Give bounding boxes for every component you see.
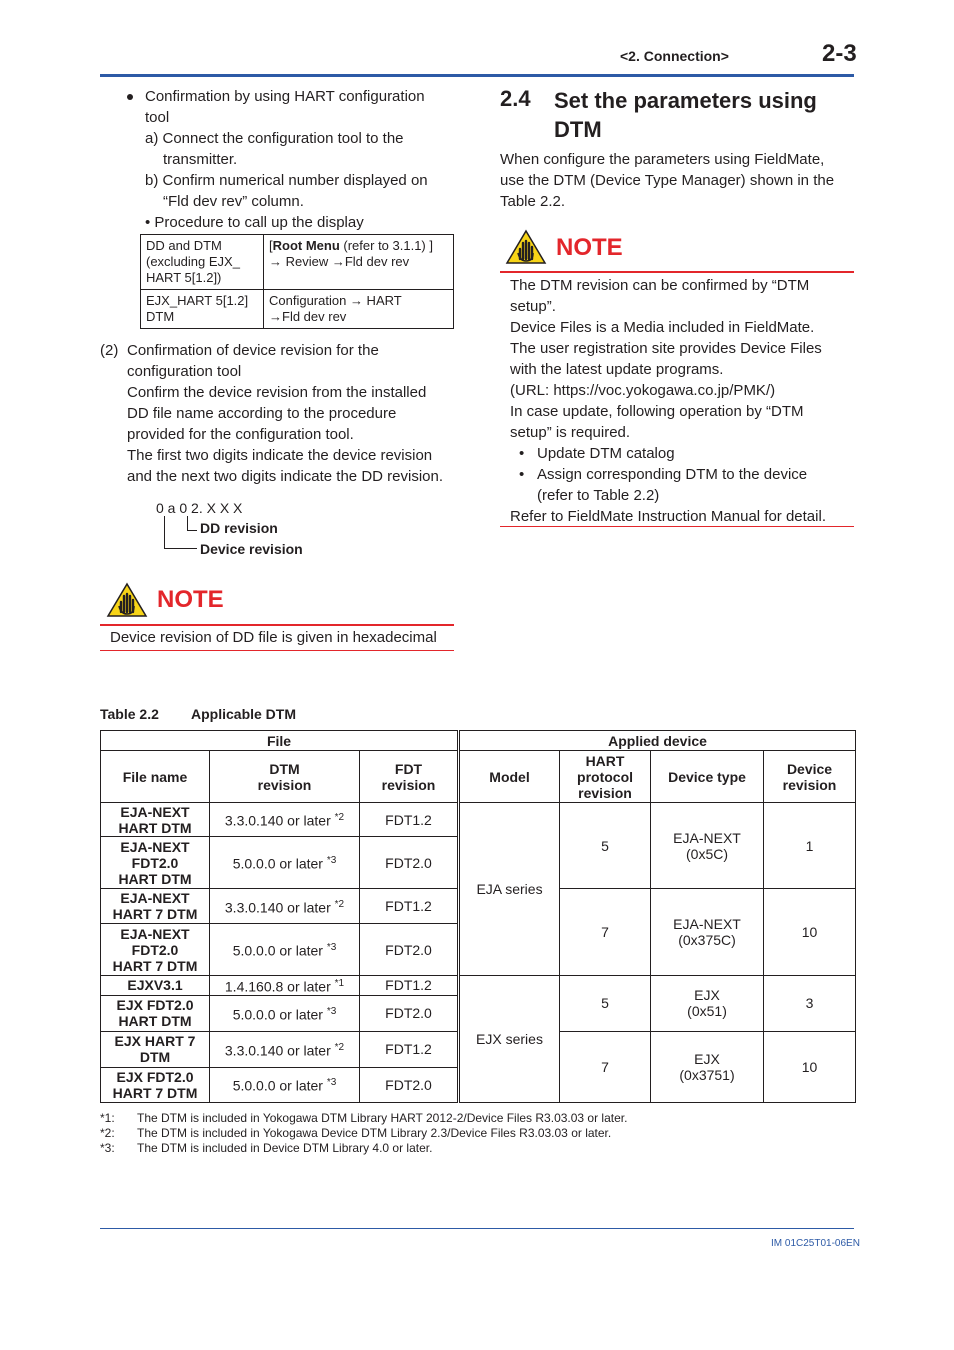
text-line: transmitter. [163, 151, 238, 168]
text-line: EJA-NEXT [120, 925, 190, 942]
text-line: revision [257, 776, 312, 793]
file-name-cell [101, 889, 210, 924]
text-line: DTM [139, 1049, 171, 1066]
text-line: revision [381, 776, 436, 793]
footnote-ref: *3 [326, 1005, 337, 1017]
model-cell: EJX series [459, 976, 560, 1103]
table-row [101, 803, 856, 837]
text-line: Confirm the device revision from the installed [127, 384, 427, 401]
text-line: HART DTM [118, 870, 192, 887]
model-cell: EJA series [459, 803, 560, 976]
footnote [100, 1126, 612, 1141]
proc-cell [141, 235, 264, 290]
text-line: Table 2.2. [500, 193, 566, 210]
list-item [510, 464, 850, 485]
text-fragment: 5.0.0.0 or later [232, 855, 327, 872]
footnote-ref: *3 [326, 942, 337, 954]
header-device-type: Device type [651, 751, 764, 803]
proc-cell [141, 290, 264, 329]
text-line: with the latest update programs. [510, 361, 724, 378]
text-line: When configure the parameters using FieldMate, [500, 151, 825, 168]
text-line: provided for the configuration tool. [127, 426, 354, 443]
text-line: (URL: https://voc.yokogawa.co.jp/PMK/) [510, 382, 776, 399]
text-line: EJA-NEXT [673, 916, 741, 932]
dtm-revision-cell [210, 837, 360, 889]
footnote-text: The DTM is included in Yokogawa Device DTM Library 2.3/Device Files R3.03.03 or later. [137, 1126, 612, 1140]
table-caption-number: Table 2.2 [100, 706, 159, 722]
text-line: EJX [694, 987, 720, 1004]
header-model: Model [459, 751, 560, 803]
footnote-ref: *2 [334, 1041, 345, 1053]
dtm-revision-cell [210, 995, 360, 1031]
dtm-revision-cell [210, 1031, 360, 1067]
text-fragment: 1.4.160.8 or later [224, 978, 335, 995]
text-line: EJX_HART 5[1.2] [146, 293, 249, 308]
text-line: FDT2.0 [131, 941, 179, 958]
text-line: setup”. [510, 298, 556, 315]
text-line: HART [585, 752, 625, 769]
footnote-ref: *3 [326, 855, 337, 867]
text-line: HART 7 DTM [112, 957, 198, 974]
device-type-cell [651, 803, 764, 889]
hart-revision-cell: 7 [560, 1031, 651, 1102]
device-revision-cell: 10 [764, 1031, 856, 1102]
dtm-revision-cell [210, 924, 360, 976]
text-fragment: 3.3.0.140 or later [224, 1042, 335, 1059]
footnotes [100, 1111, 628, 1156]
fdt-revision-cell: FDT1.2 [360, 803, 459, 837]
footer-rule [100, 1228, 854, 1229]
device-revision-cell: 10 [764, 889, 856, 976]
fdt-revision-cell: FDT2.0 [360, 837, 459, 889]
text-line: Device [786, 760, 833, 777]
text-line: Assign corresponding DTM to the device [537, 466, 808, 483]
header-fdt-revision [360, 751, 459, 803]
file-name-cell [101, 924, 210, 976]
note-text: Device revision of DD file is given in hexadecimal [110, 629, 437, 646]
note-title: NOTE [556, 234, 623, 261]
text-line: b) Confirm numerical number displayed on [145, 172, 428, 189]
text-line: FDT [394, 760, 423, 777]
device-type-cell [651, 889, 764, 976]
footnote-text: The DTM is included in Yokogawa DTM Library HART 2012-2/Device Files R3.03.03 or later. [137, 1111, 628, 1125]
text-line: HART 5[1.2]) [146, 270, 222, 285]
text-line: DTM [554, 117, 602, 142]
device-revision-cell: 3 [764, 976, 856, 1032]
table-caption-title: Applicable DTM [191, 706, 297, 722]
group-header-file: File [101, 731, 459, 751]
section-intro [500, 149, 854, 212]
header-hart-revision [560, 751, 651, 803]
proc-cell [264, 290, 454, 329]
group-header-applied: Applied device [459, 731, 856, 751]
text-line: Update DTM catalog [537, 445, 675, 462]
text-line: The DTM revision can be confirmed by “DTM [510, 277, 810, 294]
note-title: NOTE [157, 586, 224, 613]
text-line: EJA-NEXT [120, 838, 190, 855]
footnote-text: The DTM is included in Device DTM Library 4.0 or later. [137, 1141, 433, 1155]
file-name-cell [101, 1067, 210, 1102]
text-line: DTM [146, 309, 175, 324]
dtm-revision-cell [210, 976, 360, 996]
text-fragment: Root Menu [272, 238, 340, 253]
text-line: Refer to FieldMate Instruction Manual for detail. [510, 508, 826, 525]
item-2-text [127, 340, 457, 487]
revision-code: 0 a 0 2. X X X [156, 500, 243, 516]
text-line: “Fld dev rev” column. [163, 193, 304, 210]
text-line: use the DTM (Device Type Manager) shown in the [500, 172, 835, 189]
dd-bracket-line [187, 530, 197, 531]
file-name-cell [101, 976, 210, 996]
text-fragment: 3.3.0.140 or later [224, 899, 335, 916]
text-line: EJX FDT2.0 [116, 1068, 194, 1085]
text-line [269, 238, 448, 254]
text-line: revision [782, 776, 837, 793]
note-rule [100, 624, 454, 626]
text-line: HART 7 DTM [112, 1084, 198, 1101]
text-fragment: 5.0.0.0 or later [232, 942, 327, 959]
text-line: • Procedure to call up the display [145, 214, 364, 231]
text-line: → Review →Fld dev rev [269, 254, 410, 269]
file-name-cell [101, 995, 210, 1031]
bullet: • [519, 445, 525, 462]
file-name-cell [101, 1031, 210, 1067]
text-line: HART 7 DTM [112, 906, 198, 922]
text-fragment: 5.0.0.0 or later [232, 1006, 327, 1023]
warning-hand-icon [106, 582, 148, 618]
text-line: configuration tool [127, 363, 242, 380]
text-line: EJA-NEXT [120, 890, 190, 906]
text-line: Confirmation by using HART configuration [145, 88, 425, 105]
procedure-table [140, 234, 454, 329]
text-line: (refer to Table 2.2) [537, 487, 660, 504]
device-bracket-line [164, 516, 165, 548]
hart-revision-cell: 7 [560, 889, 651, 976]
fdt-revision-cell: FDT1.2 [360, 889, 459, 924]
text-line: Set the parameters using [554, 88, 817, 113]
text-line: EJX [694, 1050, 720, 1067]
dtm-revision-cell [210, 889, 360, 924]
text-line: (0x51) [687, 1003, 727, 1020]
header-rule [100, 74, 854, 77]
text-fragment: 5.0.0.0 or later [232, 1077, 327, 1094]
text-line: (0x3751) [679, 1066, 735, 1083]
dd-revision-label: DD revision [200, 520, 278, 536]
hart-revision-cell: 5 [560, 976, 651, 1032]
device-revision-cell: 1 [764, 803, 856, 889]
text-fragment: (refer to 3.1.1) ] [339, 238, 433, 253]
dd-bracket-line [187, 516, 188, 530]
text-line: tool [145, 109, 170, 126]
text-line: →Fld dev rev [269, 309, 347, 324]
text-line: Configuration → HART [269, 293, 402, 308]
text-line: (0x5C) [686, 845, 729, 862]
dtm-revision-cell [210, 803, 360, 837]
text-line: EJA-NEXT [120, 803, 190, 820]
footnote-mark: *2: [100, 1126, 115, 1140]
footnote-ref: *2 [334, 898, 345, 910]
footnote-mark: *3: [100, 1141, 115, 1155]
note-body [510, 275, 850, 527]
fdt-revision-cell: FDT2.0 [360, 924, 459, 976]
text-line: and the next two digits indicate the DD revision. [127, 468, 444, 485]
text-line: HART DTM [118, 1013, 192, 1030]
file-name-cell [101, 803, 210, 837]
text-line: (0x375C) [678, 932, 736, 948]
text-line: The first two digits indicate the device revision [127, 447, 433, 464]
applicable-dtm-table [100, 730, 856, 1103]
bullet-item [127, 86, 465, 233]
text-line: Device Files is a Media included in FieldMate. [510, 319, 815, 336]
text-line: EJX FDT2.0 [116, 997, 194, 1014]
proc-cell [264, 235, 454, 290]
note-rule [100, 650, 454, 651]
footnote-ref: *3 [326, 1077, 337, 1089]
text-line: DD and DTM [146, 238, 222, 253]
page-number: 2-3 [822, 40, 857, 67]
warning-hand-icon [505, 229, 547, 265]
note-rule [500, 271, 854, 273]
footnote-ref: *1 [334, 978, 345, 989]
text-line: HART DTM [118, 819, 192, 836]
document-id: IM 01C25T01-06EN [771, 1238, 860, 1249]
text-line: DTM [269, 760, 300, 777]
text-line: protocol [577, 768, 634, 785]
text-fragment: [ [269, 238, 273, 253]
text-line: EJXV3.1 [127, 977, 183, 994]
device-revision-label: Device revision [200, 541, 303, 557]
list-item [510, 443, 850, 464]
file-name-cell [101, 837, 210, 889]
text-line: In case update, following operation by “DTM [510, 403, 804, 420]
device-type-cell [651, 1031, 764, 1102]
text-line: EJA-NEXT [673, 829, 741, 846]
text-line: setup” is required. [510, 424, 631, 441]
note-rule [500, 526, 854, 527]
text-line: DD file name according to the procedure [127, 405, 397, 422]
section-title [554, 86, 854, 144]
text-line: FDT2.0 [131, 854, 179, 871]
running-header: <2. Connection> [620, 48, 729, 64]
footnote-ref: *2 [334, 812, 345, 824]
text-line: The user registration site provides Device Files [510, 340, 822, 357]
bullet-dot [127, 94, 133, 100]
dtm-revision-cell [210, 1067, 360, 1102]
table-row [101, 976, 856, 996]
footnote-mark: *1: [100, 1111, 115, 1125]
bullet: • [519, 466, 525, 483]
header-file-name: File name [101, 751, 210, 803]
fdt-revision-cell: FDT2.0 [360, 995, 459, 1031]
text-line: (excluding EJX_ [146, 254, 240, 269]
text-line: revision [578, 784, 632, 801]
fdt-revision-cell: FDT1.2 [360, 976, 459, 996]
hart-revision-cell: 5 [560, 803, 651, 889]
device-type-cell [651, 976, 764, 1032]
header-device-revision [764, 751, 856, 803]
text-line: a) Connect the configuration tool to the [145, 130, 404, 147]
fdt-revision-cell: FDT2.0 [360, 1067, 459, 1102]
text-fragment: 3.3.0.140 or later [224, 812, 335, 829]
footnote [100, 1111, 628, 1126]
fdt-revision-cell: FDT1.2 [360, 1031, 459, 1067]
section-number: 2.4 [500, 86, 531, 111]
device-bracket-line [164, 548, 197, 549]
header-dtm-revision [210, 751, 360, 803]
item-2-number: (2) [100, 342, 119, 359]
text-line: Confirmation of device revision for the [127, 342, 379, 359]
text-line: EJX HART 7 [114, 1033, 196, 1050]
footnote [100, 1141, 433, 1156]
